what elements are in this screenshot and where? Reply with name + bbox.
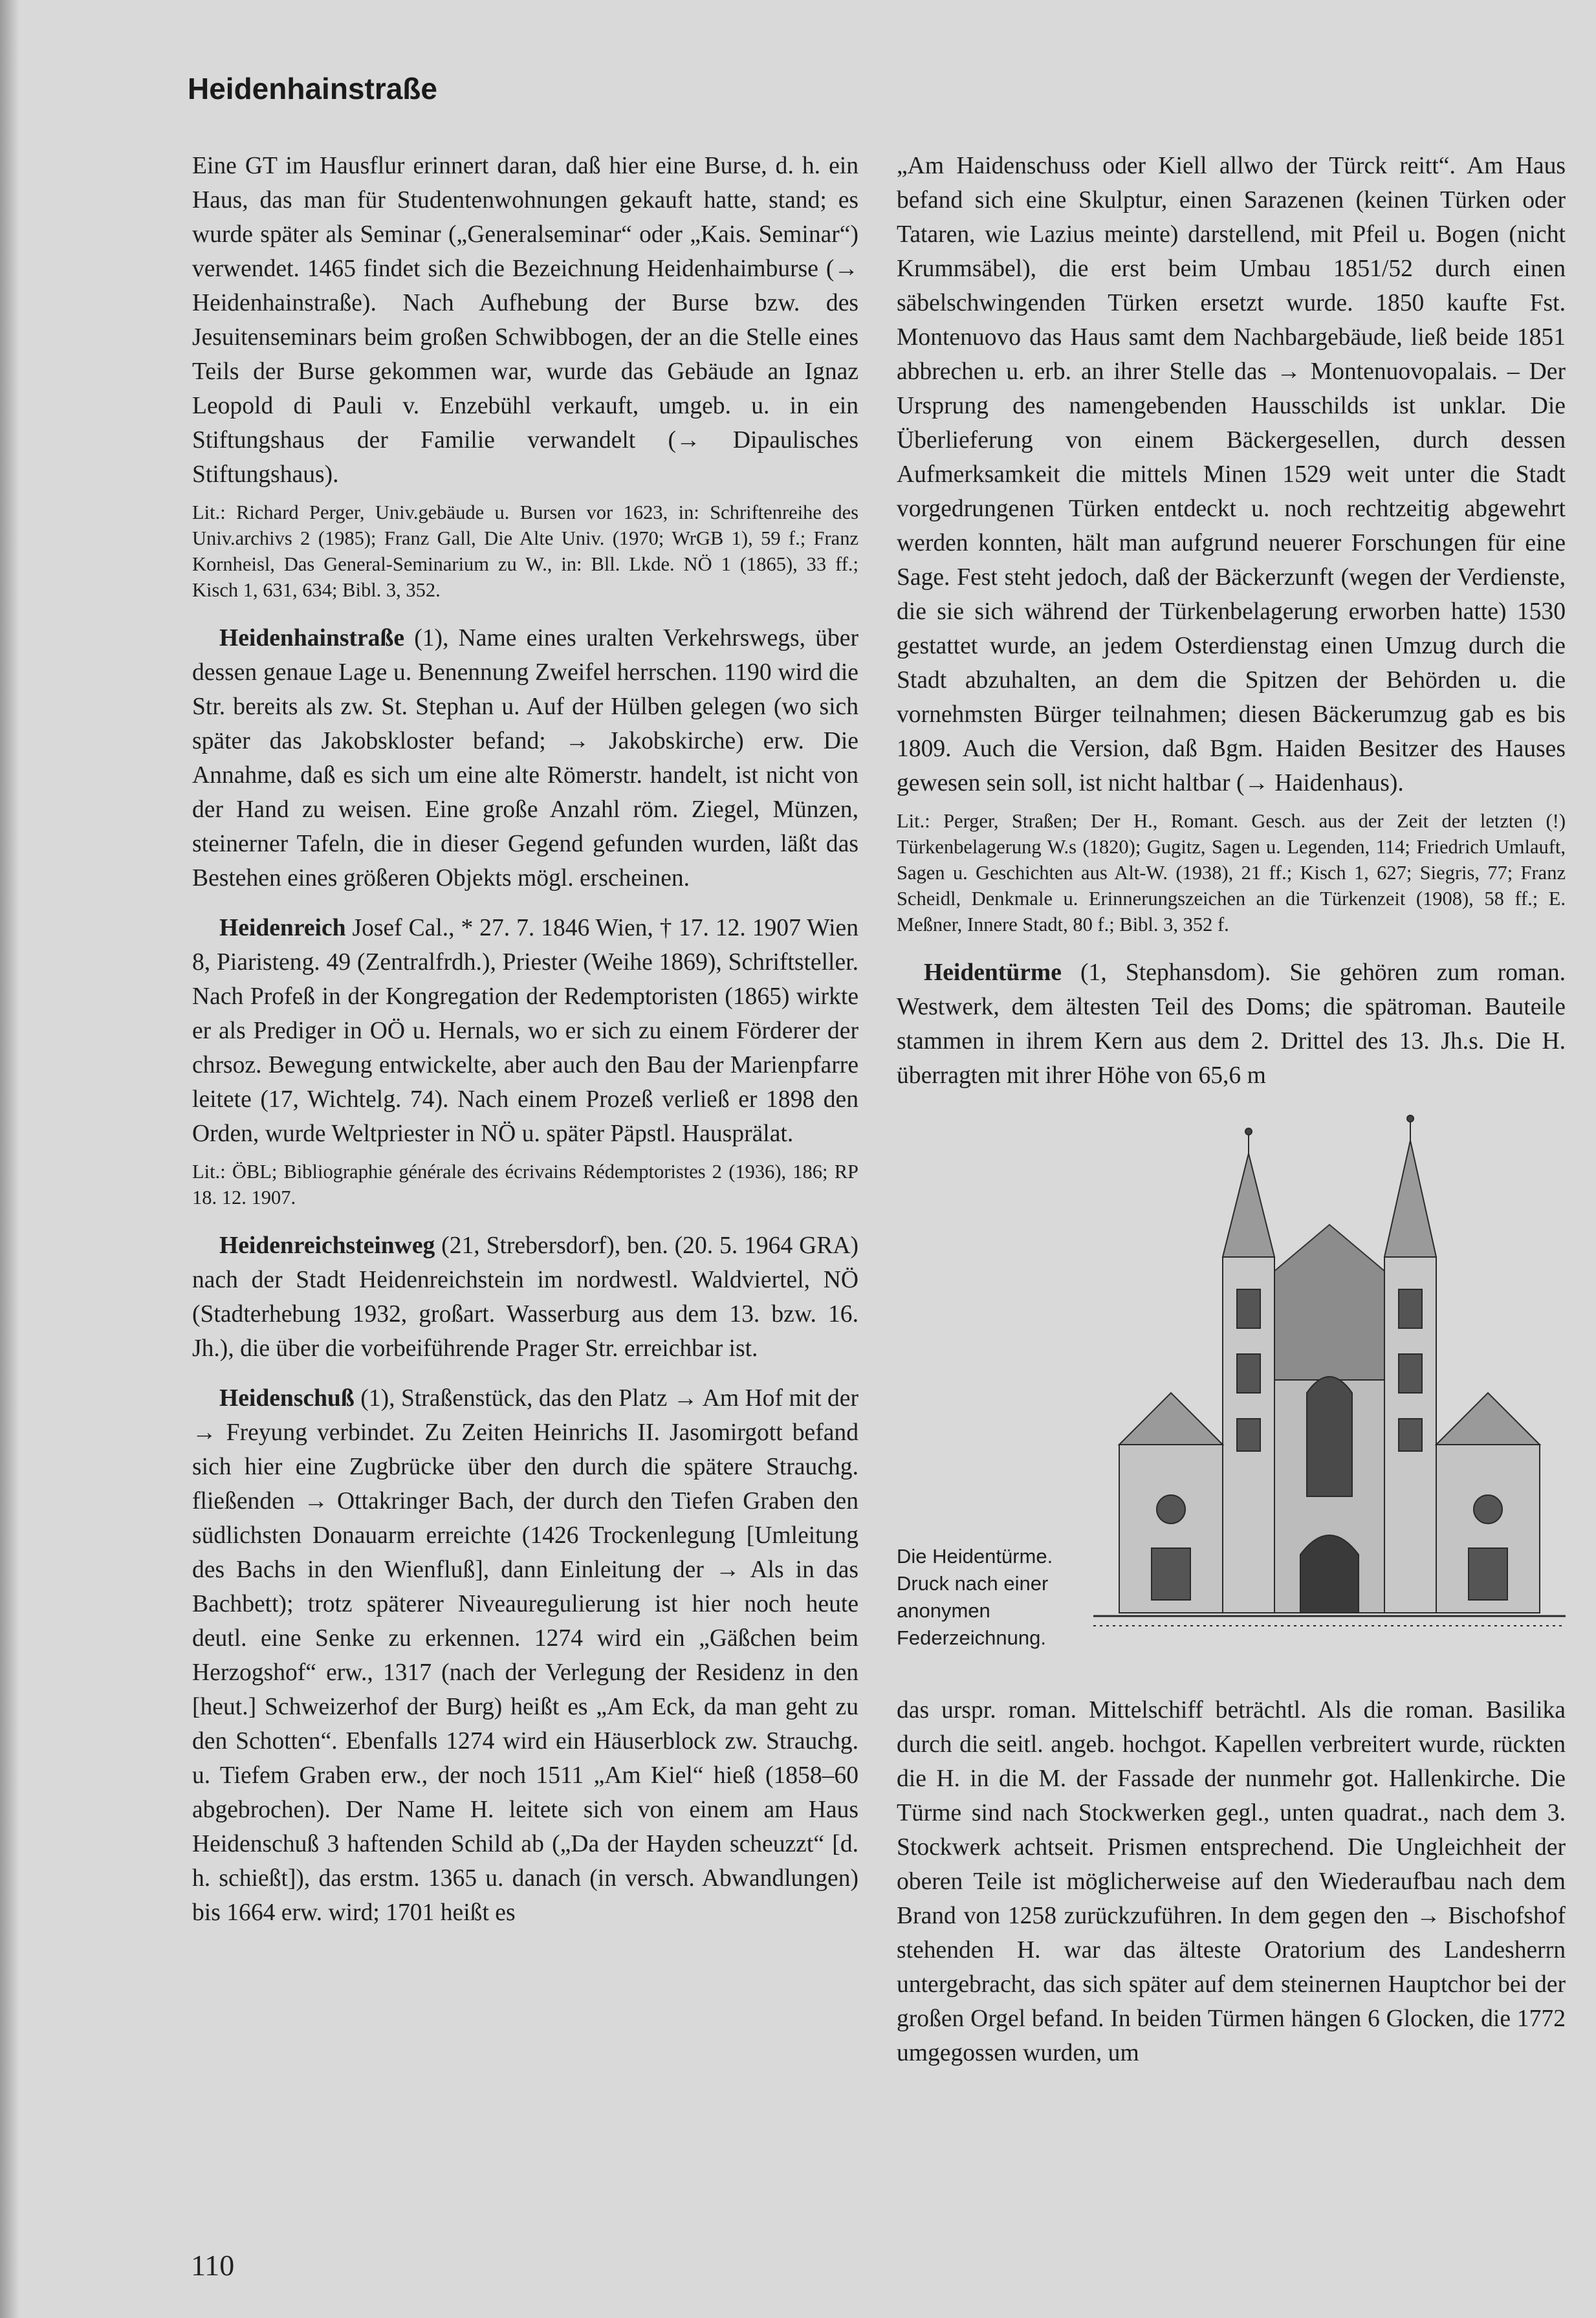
left-column (192, 149, 858, 1945)
literature-note: Lit.: Richard Perger, Univ.gebäude u. Bursen vor 1623, in: Schriftenreihe des Univ.archivs 2 (1985); Franz Gall, Die Alte Univ. (1970; WrGB 1), 59 f.; Franz Kornheisl, Das General-Seminarium zu W., in: Bll. Lkde. NÖ 1 (1865), 33 ff.; Kisch 1, 631, 634; Bibl. 3, 352. (192, 501, 858, 601)
entry-text: (1), Straßenstück, das den Platz → Am Hof mit der → Freyung verbindet. Zu Zeiten Heinrichs II. Jasomirgott befand sich hier eine Zugbrücke über den durch die spätere Strauchg. fließenden → Ottakringer Bach, der durch den Tiefen Graben den südlichsten Donauarm erreichte (1426 Trockenlegung [Umleitung des Bachs in den Wienfluß], dann Einleitung der → Als in das Bachbett); trotz späterer Niveauregulierung ist hier noch heute deutl. eine Senke zu erkennen. 1274 wird ein „Gäßchen beim Herzogshof“ erw., 1317 (nach der Verlegung der Residenz in den [heut.] Schweizerhof der Burg) heißt es „Am Eck, da man geht zu den Schotten“. Ebenfalls 1274 wird ein Häuserblock zw. Strauchg. u. Tiefem Graben erw., der noch 1511 „Am Kiel“ hieß (1858–60 abgebrochen). Der Name H. leitete sich von einem am Haus Heidenschuß 3 haftenden Schild ab („Da der Hayden scheuzzt“ [d. h. schießt]), das erstm. 1365 u. danach (in versch. Abwandlungen) bis 1664 erw. wird; 1701 heißt es (192, 1385, 858, 1926)
entry-text: Josef Cal., * 27. 7. 1846 Wien, † 17. 12. 1907 Wien 8, Piaristeng. 49 (Zentralfrdh.), Priester (Weihe 1869), Schriftsteller. Nach Profeß in der Kongregation der Redemptoristen (1865) wirkte er als Prediger in OÖ u. Hernals, wo er sich zu einem Förderer der chrsoz. Bewegung entwickelte, aber auch den Bau der Marienpfarre leitete (17, Wichtelg. 74). Nach einem Prozeß verließ er 1898 den Orden, wurde Weltpriester in NÖ u. später Päpstl. Hausprälat. (192, 915, 858, 1147)
cathedral-illustration (1093, 1108, 1566, 1678)
figure-caption: Die Heidentürme. Druck nach einer anonymen Federzeichnung. (897, 1545, 1053, 1649)
entry-heidenreichsteinweg (192, 1229, 858, 1366)
entry-headword: Heidenhainstraße (219, 625, 405, 651)
entry-headword: Heidenschuß (219, 1385, 355, 1412)
entry-heidenreich (192, 911, 858, 1151)
entry-text: (1, Stephansdom). Sie gehören zum roman. Westwerk, dem ältesten Teil des Doms; die spätroman. Bauteile stammen in ihrem Kern aus dem 2. Drittel des 13. Jh.s. Die H. überragten mit ihrer Höhe von 65,6 m (897, 959, 1566, 1089)
entry-heidenschuss (192, 1381, 858, 1930)
literature-note: Lit.: Perger, Straßen; Der H., Romant. Gesch. aus der Zeit der letzten (!) Türkenbelagerung W.s (1820); Gugitz, Sagen u. Legenden, 114; Friedrich Umlauft, Sagen u. Geschichten aus Alt-W. (1938), 21 ff.; Kisch 1, 627; Siegris, 77; Franz Scheidl, Denkmale u. Erinnerungszeichen an die Türkenzeit (1908), 58 ff.; E. Meßner, Innere Stadt, 80 f.; Bibl. 3, 352 f. (897, 810, 1566, 935)
entry-text: (21, Strebersdorf), ben. (20. 5. 1964 GRA) nach der Stadt Heidenreichstein im nordwestl. Waldviertel, NÖ (Stadterhebung 1932, großart. Wasserburg aus dem 13. bzw. 16. Jh.), die über die vorbeiführende Prager Str. erreichbar ist. (192, 1232, 858, 1362)
entry-heidentuerme (897, 956, 1566, 1093)
entry-headword: Heidenreich (219, 915, 346, 941)
entry-headword: Heidentürme (924, 959, 1062, 986)
entry-continuation: das urspr. roman. Mittelschiff beträchtl. Als die roman. Basilika durch die seitl. angeb. hochgot. Kapellen verbreitert wurde, rückten die H. in die M. der Fassade der nunmehr got. Hallenkirche. Die Türme sind nach Stockwerken gegl., unten quadrat., nach dem 3. Stockwerk achtseit. Prismen entsprechend. Die Ungleichheit der oberen Teile ist möglicherweise auf den Wiederaufbau nach dem Brand von 1258 zurückzuführen. In dem gegen den → Bischofshof stehenden H. war das älteste Oratorium des Landesherrn untergebracht, das sich später auf dem steinernen Hauptchor bei der großen Orgel befand. In beiden Türmen hängen 6 Glocken, die 1772 umgegossen wurden, um (897, 1697, 1566, 2066)
entry-headword: Heidenreichsteinweg (219, 1232, 435, 1259)
running-header: Heidenhainstraße (188, 72, 437, 105)
page-number: 110 (191, 2249, 235, 2282)
figure-heidentuerme (897, 1108, 1566, 1678)
entry-text: (1), Name eines uralten Verkehrswegs, über dessen genaue Lage u. Benennung Zweifel herrschen. 1190 wird die Str. bereits als zw. St. Stephan u. Auf der Hülben gelegen (wo sich später das Jakobskloster befand; → Jakobskirche) erw. Die Annahme, daß es sich um eine alte Römerstr. handelt, ist nicht von der Hand zu weisen. Eine große Anzahl röm. Ziegel, Münzen, steinerner Tafeln, die in dieser Gegend gefunden wurden, läßt das Bestehen eines größeren Objekts mögl. erscheinen. (192, 625, 858, 891)
literature-note: Lit.: ÖBL; Bibliographie générale des écrivains Rédemptoristes 2 (1936), 186; RP 18. 12. 1907. (192, 1161, 858, 1208)
entry-continuation: „Am Haidenschuss oder Kiell allwo der Türck reitt“. Am Haus befand sich eine Skulptur, einen Sarazenen (keinen Türken oder Tataren, wie Lazius meinte) darstellend, mit Pfeil u. Bogen (nicht Krummsäbel), die erst beim Umbau 1851/52 durch einen säbelschwingenden Türken ersetzt wurde. 1850 kaufte Fst. Montenuovo das Haus samt dem Nachbargebäude, ließ beide 1851 abbrechen u. erb. an ihrer Stelle das → Montenuovopalais. – Der Ursprung des namengebenden Hausschilds ist unklar. Die Überlieferung von einem Bäckergesellen, durch dessen Aufmerksamkeit die mittels Minen 1529 weit unter die Stadt vorgedrungenen Türken entdeckt u. noch rechtzeitig abgewehrt werden konnten, hält man aufgrund neuerer Forschungen für eine Sage. Fest steht jedoch, daß der Bäckerzunft (wegen der Verdienste, die sie sich während der Türkenbelagerung erworben hatte) 1530 gestattet wurde, an jedem Osterdienstag einen Umzug durch die Stadt abzuhalten, an dem die Spitzen der Behörden u. die vornehmsten Bürger teilnahmen; diesen Bäckerumzug gab es bis 1809. Auch die Version, daß Bgm. Haiden Besitzer des Hauses gewesen sein soll, ist nicht haltbar (→ Haidenhaus). (897, 153, 1566, 796)
entry-heidenhainstrasse (192, 621, 858, 895)
right-column (897, 149, 1566, 2078)
entry-continuation: Eine GT im Hausflur erinnert daran, daß hier eine Burse, d. h. ein Haus, das man für Studentenwohnungen gekauft hatte, stand; es wurde später als Seminar („Generalseminar“ oder „Kais. Seminar“) verwendet. 1465 findet sich die Bezeichnung Heidenhaimburse (→ Heidenhainstraße). Nach Aufhebung der Burse bzw. des Jesuitenseminars beim großen Schwibbogen, der an die Stelle eines Teils der Burse gekommen war, wurde das Gebäude an Ignaz Leopold di Pauli v. Enzebühl verkauft, umgeb. u. in ein Stiftungshaus der Familie verwandelt (→ Dipaulisches Stiftungshaus). (192, 153, 858, 488)
